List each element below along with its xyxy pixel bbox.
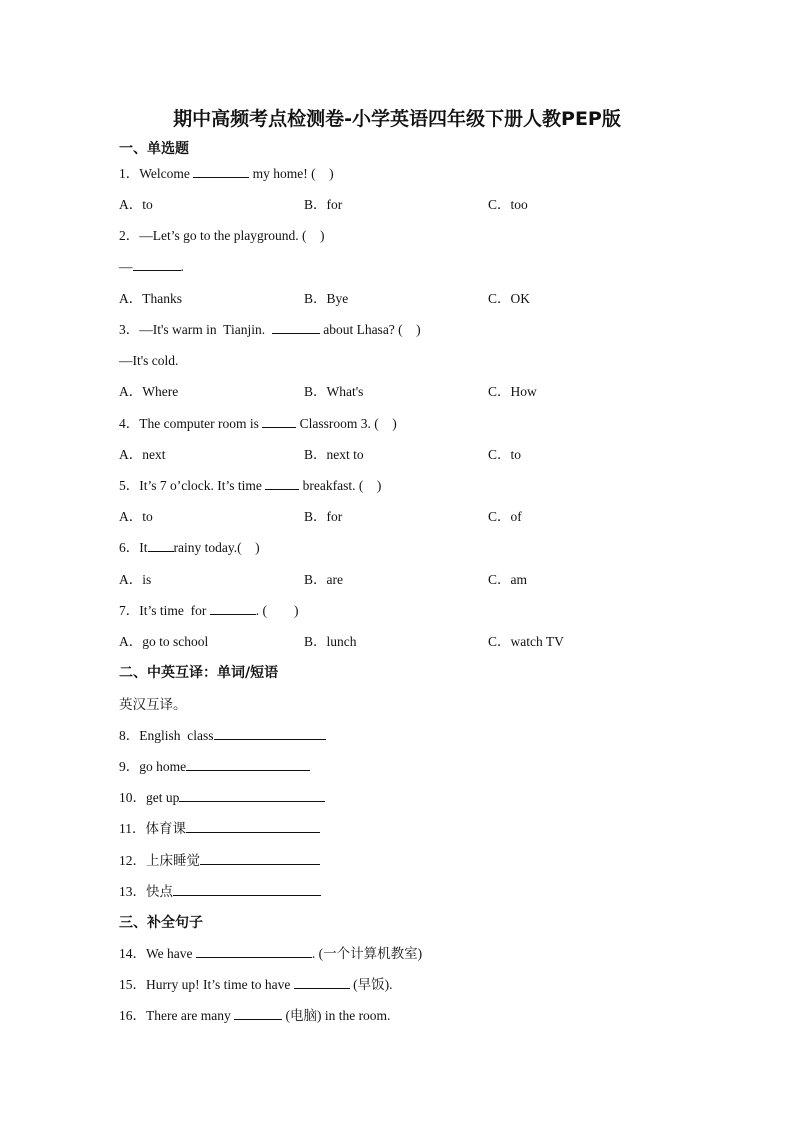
q4-blank [262,415,296,428]
q14-blank [196,945,312,958]
section-heading-single-choice: 一、单选题 [119,141,189,157]
q5-blank [265,477,299,490]
item-13-blank [173,883,321,896]
q16-text-post: (电脑) in the room. [282,1008,391,1023]
q2-option-b: B．Bye [304,291,349,306]
translation-item-8 [119,727,326,745]
translation-item-11 [119,820,320,838]
q2-dash: — [119,259,133,274]
q2-option-a: A．Thanks [119,291,182,306]
question-4 [119,415,397,433]
question-16 [119,1007,390,1025]
q6-text-pre: 6．It [119,540,148,555]
q14-text-pre: 14．We have [119,946,196,961]
question-2: 2．—Let’s go to the playground. ( ) [119,228,325,243]
q3-option-a: A．Where [119,384,179,399]
q7-option-a: A．go to school [119,634,209,649]
question-6 [119,539,260,557]
q15-text-post: (早饭). [349,977,393,992]
q1-option-c: C．too [488,197,528,212]
q4-text-pre: 4．The computer room is [119,416,263,431]
q1-option-b: B．for [304,197,343,212]
q5-option-b: B．for [304,509,343,524]
question-1 [119,165,334,183]
item-12-blank [200,852,320,865]
question-14 [119,945,422,963]
q14-text-post: . (一个计算机教室) [311,946,423,961]
q16-text-pre: 16．There are many [119,1008,235,1023]
q3-blank [272,321,320,334]
section-heading-translation: 二、中英互译：单词/短语 [119,665,279,681]
translation-item-9 [119,758,310,776]
q4-option-b: B．next to [304,447,364,462]
q2-blank [133,258,181,271]
q5-text-pre: 5．It’s 7 o’clock. It’s time [119,478,266,493]
question-7 [119,602,299,620]
section-heading-complete-sentences: 三、补全句子 [119,915,203,931]
item-10-blank [179,789,325,802]
q3-option-c: C．How [488,384,537,399]
item-13-text: 13．快点 [119,884,173,899]
translation-instruction: 英汉互译。 [119,697,187,712]
q3-option-b: B．What's [304,384,364,399]
item-8-blank [214,727,326,740]
q7-option-c: C．watch TV [488,634,564,649]
q1-option-a: A．to [119,197,153,212]
q6-option-b: B．are [304,572,343,587]
q2-answer-line [119,258,184,276]
q5-option-a: A．to [119,509,153,524]
q7-blank [210,602,256,615]
q7-option-b: B．lunch [304,634,357,649]
q3-reply: —It's cold. [119,353,179,368]
q7-text-pre: 7．It’s time for [119,603,210,618]
q15-text-pre: 15．Hurry up! It’s time to have [119,977,294,992]
question-3 [119,321,421,339]
q4-text-post: Classroom 3. ( ) [296,416,397,431]
question-15 [119,976,392,994]
q1-blank [193,165,249,178]
q3-text-pre: 3．—It's warm in Tianjin. [119,322,272,337]
translation-item-12 [119,852,320,870]
q16-blank [234,1007,282,1020]
q6-option-c: C．am [488,572,527,587]
q6-option-a: A．is [119,572,152,587]
item-12-text: 12．上床睡觉 [119,853,200,868]
q1-text-pre: 1．Welcome [119,166,194,181]
item-8-text: 8．English class [119,728,214,743]
q6-text-post: rainy today.( ) [173,540,260,555]
translation-item-13 [119,883,321,901]
q5-text-post: breakfast. ( ) [299,478,382,493]
item-9-blank [186,758,310,771]
q2-option-c: C．OK [488,291,531,306]
q4-option-a: A．next [119,447,166,462]
item-9-text: 9．go home [119,759,187,774]
q2-period: . [180,259,184,274]
q6-blank [148,539,174,552]
question-5 [119,477,381,495]
q7-text-post: . ( ) [255,603,299,618]
q5-option-c: C．of [488,509,522,524]
page-title: 期中高频考点检测卷-小学英语四年级下册人教PEP版 [173,108,621,130]
translation-item-10 [119,789,325,807]
q4-option-c: C．to [488,447,522,462]
q3-text-post: about Lhasa? ( ) [319,322,421,337]
item-11-blank [186,820,320,833]
q1-text-post: my home! ( ) [249,166,334,181]
item-10-text: 10．get up [119,790,180,805]
item-11-text: 11．体育课 [119,821,186,836]
q15-blank [294,976,350,989]
